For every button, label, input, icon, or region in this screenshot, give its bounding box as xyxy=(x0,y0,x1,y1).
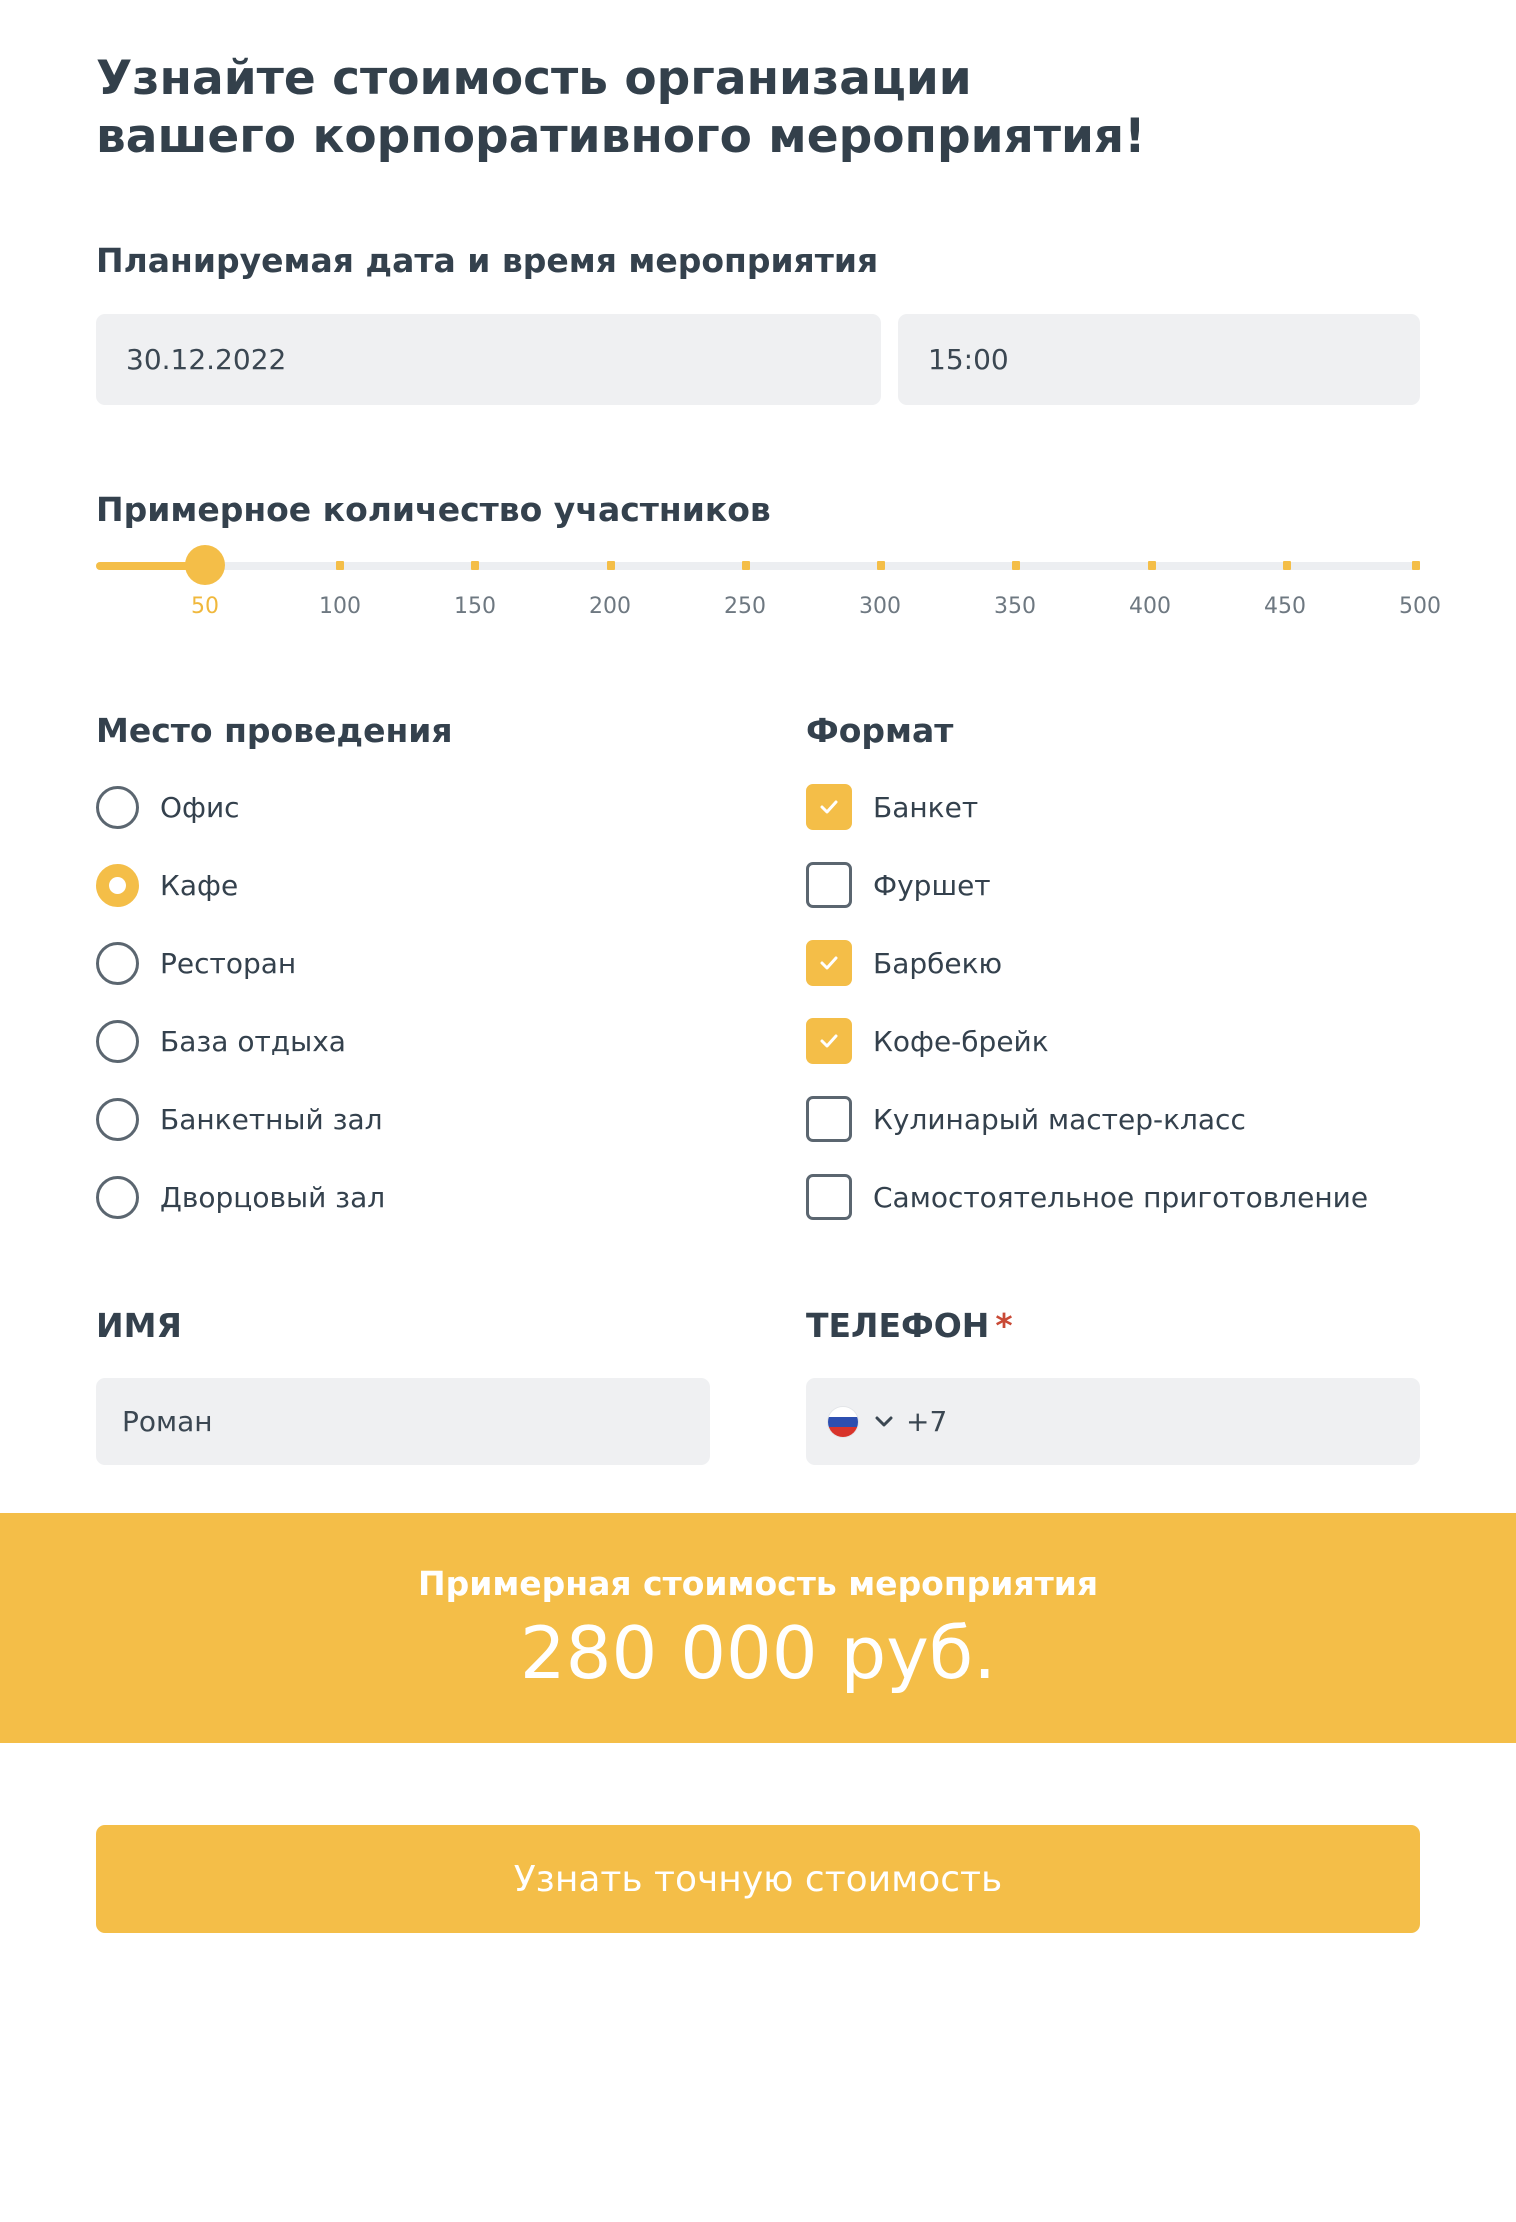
check-icon xyxy=(819,1033,839,1049)
name-label: ИМЯ xyxy=(96,1306,182,1345)
page-title xyxy=(96,50,1416,166)
slider-tick-label[interactable]: 350 xyxy=(994,594,1036,619)
date-input[interactable] xyxy=(96,314,881,405)
venue-option-office[interactable] xyxy=(96,783,385,831)
format-option-cooking-class[interactable] xyxy=(806,1095,1368,1143)
format-option-coffee-break[interactable] xyxy=(806,1017,1368,1065)
title-line-1: Узнайте стоимость организации xyxy=(96,51,972,106)
time-input[interactable] xyxy=(898,314,1420,405)
slider-tick-label[interactable]: 100 xyxy=(319,594,361,619)
radio-button[interactable] xyxy=(96,1020,139,1063)
name-value: Роман xyxy=(122,1405,213,1438)
option-label: Банкет xyxy=(873,790,979,824)
radio-button[interactable] xyxy=(96,786,139,829)
slider-tick-label[interactable]: 450 xyxy=(1264,594,1306,619)
format-option-banquet[interactable] xyxy=(806,783,1368,831)
participants-label: Примерное количество участников xyxy=(96,490,771,529)
slider-step-mark xyxy=(877,561,885,570)
checkbox-checked[interactable] xyxy=(806,940,852,986)
datetime-label: Планируемая дата и время мероприятия xyxy=(96,241,879,280)
venue-label: Место проведения xyxy=(96,711,453,750)
cost-banner xyxy=(0,1513,1516,1743)
slider-tick-label[interactable]: 250 xyxy=(724,594,766,619)
slider-tick-label[interactable]: 50 xyxy=(191,594,219,619)
venue-option-recreation-base[interactable] xyxy=(96,1017,385,1065)
option-label: Фуршет xyxy=(873,868,991,902)
format-label: Формат xyxy=(806,711,954,750)
checkbox-checked[interactable] xyxy=(806,784,852,830)
participants-slider-thumb[interactable] xyxy=(185,545,225,585)
format-checkbox-group xyxy=(806,783,1368,1221)
slider-step-mark xyxy=(1012,561,1020,570)
option-label: Самостоятельное приготовление xyxy=(873,1180,1369,1214)
option-label: Банкетный зал xyxy=(160,1102,383,1136)
slider-tick-label[interactable]: 500 xyxy=(1399,594,1441,619)
venue-option-cafe[interactable] xyxy=(96,861,385,909)
format-option-buffet[interactable] xyxy=(806,861,1368,909)
venue-option-palace-hall[interactable] xyxy=(96,1173,385,1221)
title-line-2: вашего корпоративного мероприятия! xyxy=(96,109,1146,164)
radio-button[interactable] xyxy=(96,1098,139,1141)
option-label: Ресторан xyxy=(160,946,297,980)
checkbox[interactable] xyxy=(806,1096,852,1142)
slider-tick-label[interactable]: 400 xyxy=(1129,594,1171,619)
get-exact-cost-button[interactable]: Узнать точную стоимость xyxy=(96,1825,1420,1933)
option-label: Дворцовый зал xyxy=(160,1180,386,1214)
radio-button-checked[interactable] xyxy=(96,864,139,907)
venue-option-restaurant[interactable] xyxy=(96,939,385,987)
phone-input[interactable] xyxy=(806,1378,1420,1465)
russia-flag-icon[interactable] xyxy=(828,1407,858,1437)
check-icon xyxy=(819,955,839,971)
phone-country-code: +7 xyxy=(906,1405,948,1438)
format-option-self-cooking[interactable] xyxy=(806,1173,1368,1221)
venue-radio-group xyxy=(96,783,385,1221)
slider-step-mark xyxy=(471,561,479,570)
checkbox-checked[interactable] xyxy=(806,1018,852,1064)
participants-slider-track[interactable] xyxy=(96,562,1420,570)
cost-caption: Примерная стоимость мероприятия xyxy=(417,1564,1099,1603)
radio-button[interactable] xyxy=(96,942,139,985)
option-label: Кофе-брейк xyxy=(873,1024,1049,1058)
checkbox[interactable] xyxy=(806,862,852,908)
required-mark: * xyxy=(995,1306,1013,1345)
slider-tick-label[interactable]: 200 xyxy=(589,594,631,619)
slider-step-mark xyxy=(1148,561,1156,570)
check-icon xyxy=(819,799,839,815)
phone-label xyxy=(806,1306,1013,1345)
option-label: Офис xyxy=(160,790,240,824)
format-option-barbecue[interactable] xyxy=(806,939,1368,987)
name-input[interactable] xyxy=(96,1378,710,1465)
slider-tick-label[interactable]: 300 xyxy=(859,594,901,619)
slider-tick-label[interactable]: 150 xyxy=(454,594,496,619)
radio-button[interactable] xyxy=(96,1176,139,1219)
slider-step-mark xyxy=(1283,561,1291,570)
slider-step-mark xyxy=(742,561,750,570)
cost-value: 280 000 руб. xyxy=(519,1611,997,1695)
phone-label-text: ТЕЛЕФОН xyxy=(806,1306,990,1345)
checkbox[interactable] xyxy=(806,1174,852,1220)
venue-option-banquet-hall[interactable] xyxy=(96,1095,385,1143)
chevron-down-icon[interactable] xyxy=(874,1415,894,1429)
time-value: 15:00 xyxy=(928,343,1009,376)
option-label: Кулинарый мастер-класс xyxy=(873,1102,1246,1136)
slider-step-mark xyxy=(607,561,615,570)
option-label: Барбекю xyxy=(873,946,1003,980)
slider-step-mark xyxy=(336,561,344,570)
date-value: 30.12.2022 xyxy=(126,343,287,376)
option-label: База отдыха xyxy=(160,1024,346,1058)
slider-step-mark xyxy=(1412,561,1420,570)
option-label: Кафе xyxy=(160,868,239,902)
